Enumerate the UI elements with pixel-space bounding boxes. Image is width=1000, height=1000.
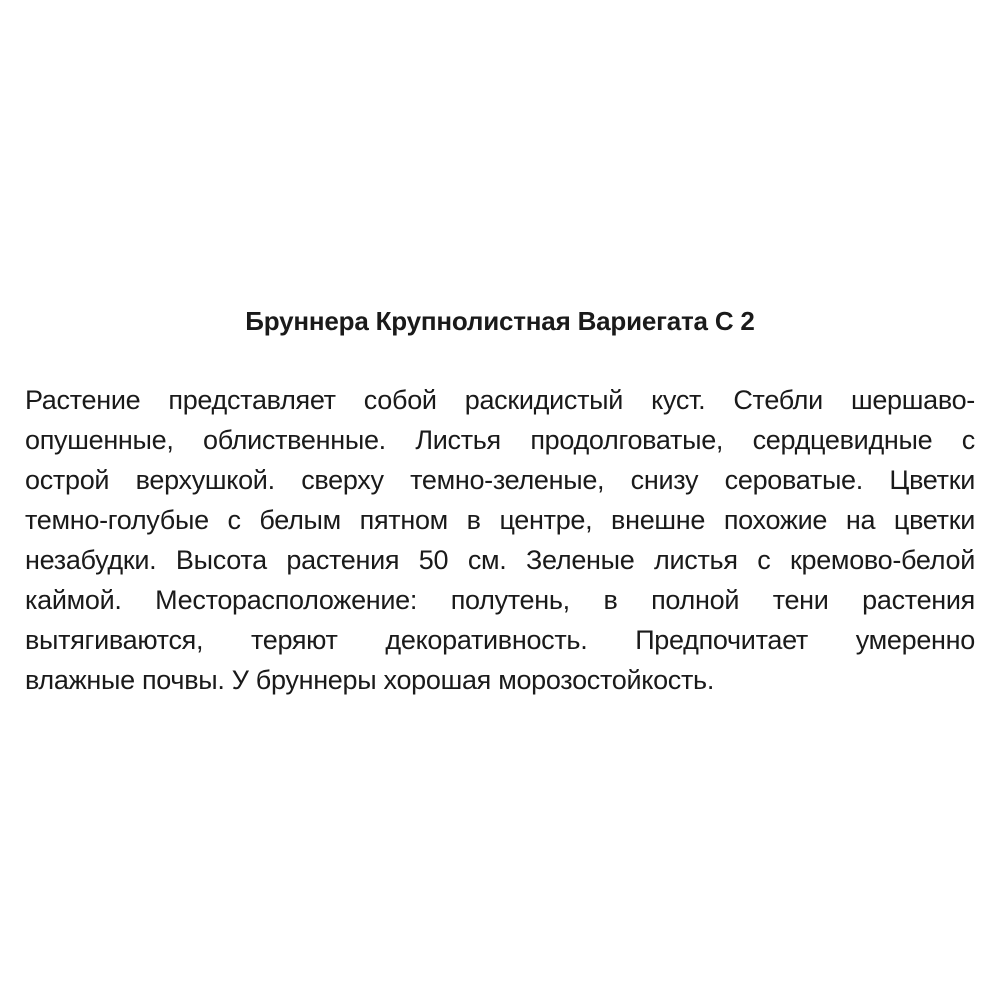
paragraph-line: незабудки. Высота растения 50 см. Зеленые листья с кремово-белой (25, 545, 975, 575)
document-title: Бруннера Крупнолистная Вариегата С 2 (245, 306, 755, 336)
paragraph-line: каймой. Месторасположение: полутень, в полной тени растения (25, 585, 975, 615)
paragraph-line: опушенные, облиственные. Листья продолговатые, сердцевидные с (25, 425, 975, 455)
paragraph-line: влажные почвы. У бруннеры хорошая морозостойкость. (25, 665, 715, 695)
paragraph-line: темно-голубые с белым пятном в центре, внешне похожие на цветки (25, 505, 975, 535)
description-paragraph (25, 380, 975, 700)
paragraph-line: вытягиваются, теряют декоративность. Предпочитает умеренно (25, 625, 975, 655)
paragraph-line: Растение представляет собой раскидистый куст. Стебли шершаво- (25, 385, 975, 415)
paragraph-line: острой верхушкой. сверху темно-зеленые, снизу сероватые. Цветки (25, 465, 975, 495)
